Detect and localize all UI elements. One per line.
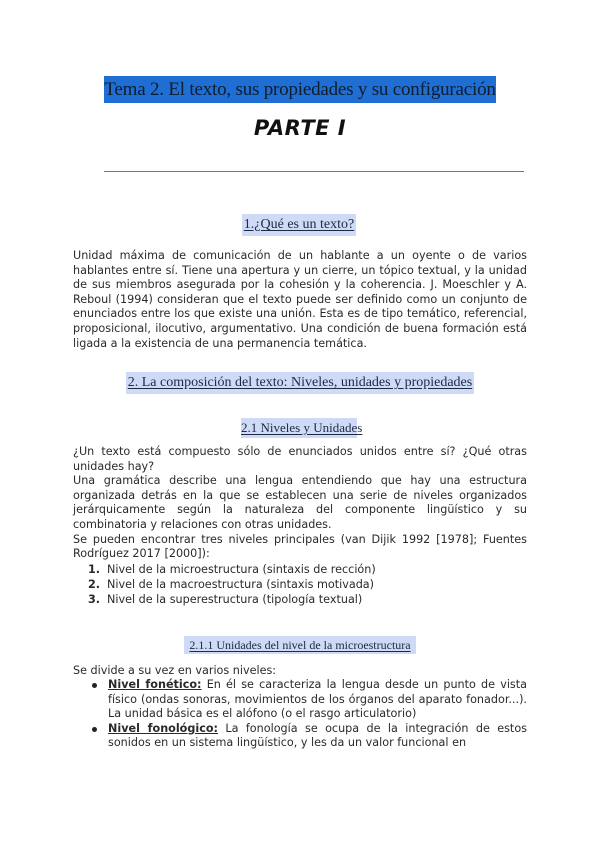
- subsection-2-1-paragraph: [73, 445, 527, 562]
- list-item: [88, 577, 528, 592]
- list-item: [91, 722, 527, 751]
- list-item-text: En él se caracteriza la lengua desde un punto de vista físico (ondas sonoras, movimientos de los órganos del aparato fonador...). La unidad básica es el alófono (o el rasgo articulatorio): [108, 678, 528, 721]
- subsection-2-1-1-heading-box: [184, 636, 416, 654]
- list-item: [91, 678, 527, 722]
- list-number: 3.: [88, 593, 101, 607]
- bullet-icon: [92, 727, 97, 732]
- list-item-term: Nivel fonético:: [108, 678, 202, 691]
- section-1-paragraph: Unidad máxima de comunicación de un hablante a un oyente o de varios hablantes entre sí. Tiene una apertura y un cierre, un tópico textual, y la unidad de sus miembros asegurada por la cohesión y la coherencia. J. Moeschler y A. Reboul (1994) consideran que el texto puede ser definido como un conjunto de enunciados entre los que existe una unión. Esta es de tipo temático, referencial, proposicional, ilocutivo, argumentativo. Una condición de buena formación está ligada a la existencia de una permanencia temática.: [73, 249, 527, 350]
- bullet-icon: [92, 683, 97, 688]
- list-item-text: La fonología se ocupa de la integración de estos sonidos en un sistema lingüístico, y les da un valor funcional en: [108, 721, 527, 750]
- list-item: [88, 592, 528, 607]
- section-1-heading-box: [242, 214, 356, 236]
- microstructure-levels-list: [91, 678, 527, 751]
- list-item-term: Nivel fonológico:: [108, 721, 218, 735]
- subsection-2-1-heading-box: [241, 418, 363, 438]
- list-number: 2.: [88, 578, 101, 592]
- list-item-text: Nivel de la superestructura (tipología textual): [107, 593, 363, 607]
- list-number: 1.: [88, 563, 101, 576]
- section-1-heading: 1.¿Qué es un texto?: [243, 217, 355, 232]
- horizontal-divider: [104, 171, 524, 172]
- list-item: [88, 562, 528, 577]
- subsection-2-1-1-heading: 2.1.1 Unidades del nivel de la microestructura: [189, 638, 411, 652]
- subsection-2-1-1-intro: Se divide a su vez en varios niveles:: [73, 664, 277, 677]
- list-item-text: Nivel de la microestructura (sintaxis de rección): [107, 563, 376, 576]
- section-2-heading-box: [126, 372, 474, 394]
- levels-list: [88, 562, 528, 608]
- section-2-heading: 2. La composición del texto: Niveles, unidades y propiedades: [127, 375, 473, 390]
- list-item-text: Nivel de la macroestructura (sintaxis motivada): [107, 578, 375, 592]
- document-title: Tema 2. El texto, sus propiedades y su configuración: [104, 79, 496, 100]
- part-heading: PARTE I: [253, 116, 347, 140]
- paragraph-line: Se pueden encontrar tres niveles principales (van Dijik 1992 [1978]; Fuentes Rodríguez 2017 [2000]):: [73, 532, 527, 561]
- subsection-2-1-heading: 2.1 Niveles y Unidades: [241, 420, 363, 435]
- paragraph-line: ¿Un texto está compuesto sólo de enunciados unidos entre sí? ¿Qué otras unidades hay?: [73, 445, 527, 473]
- title-highlight: [104, 76, 496, 103]
- paragraph-line: Una gramática describe una lengua entendiendo que hay una estructura organizada detrás en la que se establecen una serie de niveles organizados jerárquicamente según la naturaleza del componente lingüístico y su combinatoria y relaciones con otras unidades.: [73, 474, 527, 531]
